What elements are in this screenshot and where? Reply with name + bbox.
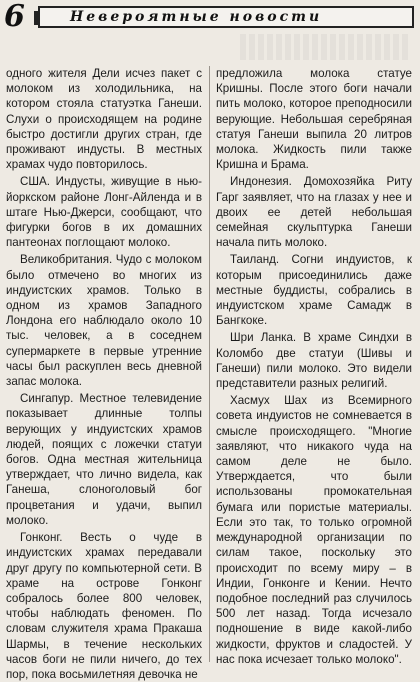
right-column-paragraph: Индонезия. Домохозяйка Риту Гарг заявляет, что на глазах у нее и двоих ее детей небольшая семейная скульптурка Ганеши начала пить молоко.: [216, 175, 412, 250]
section-banner: [38, 6, 414, 28]
right-column-paragraph: Таиланд. Согни индуистов, к которым присоединились даже местные буддисты, собрались в индуистском храме Самадж в Бангкоке.: [216, 253, 412, 328]
page-header: [0, 0, 420, 62]
right-column-paragraph: предложила молока статуе Кришны. После этого боги начали пить молоко, которое преподносили верующие. Небольшая серебряная статуя Ганеши выпила 20 литров молока. Жидкость пили также Кришна и Брама.: [216, 67, 412, 172]
left-column-paragraph: США. Индусты, живущие в нью-йоркском районе Лонг-Айленда и в штаге Нью-Джерси, сообщают, что фигурки богов в их домашних пантеонах поглощают молоко.: [6, 175, 202, 250]
left-column-paragraph: Великобритания. Чудо с молоком было отмечено во многих из индуистских храмов. Только в одном из храмов Западного Лондона его наблюдало около 10 тыс. человек, а в соседнем супермаркете в первые утренние часы был раскуплен весь дневной запас молока.: [6, 253, 202, 389]
section-title: Невероятные новости: [70, 9, 323, 25]
right-column-paragraph: Шри Ланка. В храме Синдхи в Коломбо две статуи (Шивы и Ганеши) пили молоко. Это видели представители разных религий.: [216, 331, 412, 391]
left-column-paragraph: Гонконг. Весть о чуде в индуистских храмах передавали друг другу по компьютерной сети. В храме на острове Гонконг собралось более 800 человек, чтобы наблюдать феномен. По словам служителя храма Пракаша Шармы, в течение нескольких часов боги не пили ничего, до тех пор, пока восьмилетняя девочка не: [6, 531, 202, 681]
left-column-paragraph: Сингапур. Местное телевидение показывает длинные толпы верующих у индуистских храмов людей, поящих с ложечки статуи богов. Одна местная жительница утверждает, что лично видела, как Ганеша, слоноголовый бог процветания и удачи, выпил молоко.: [6, 392, 202, 527]
right-column-paragraph: Хасмух Шах из Всемирного совета индуистов не сомневается в смысле происходящего. "Многие заявляют, что никакого чуда на самом деле не было. Утверждается, что были использованы промокательная бумага или пористые материалы. Если это так, то только огромной международной организации по силам такое, поскольку это происходит по всему миру – в Индии, Гонконге и Кении. Нечто подобное последний раз случилось 500 лет назад. Тогда исчезало подношение в виде какой-либо жидкости, фруктов и сладостей. У нас пока исчезает только молоко".: [216, 394, 412, 666]
column-divider: [209, 66, 210, 662]
article-column-right: [216, 66, 412, 666]
article-column-left: [6, 66, 202, 681]
page-number: 6: [4, 0, 25, 34]
left-column-paragraph: одного жителя Дели исчез пакет с молоком из холодильника, на котором стояла статуэтка Ганеши. Слухи о происходящем на родине быстро достигли других стран, где проживают индусты. В местных храмах чудо повторилось.: [6, 67, 202, 172]
bleed-through-texture: [240, 34, 410, 60]
